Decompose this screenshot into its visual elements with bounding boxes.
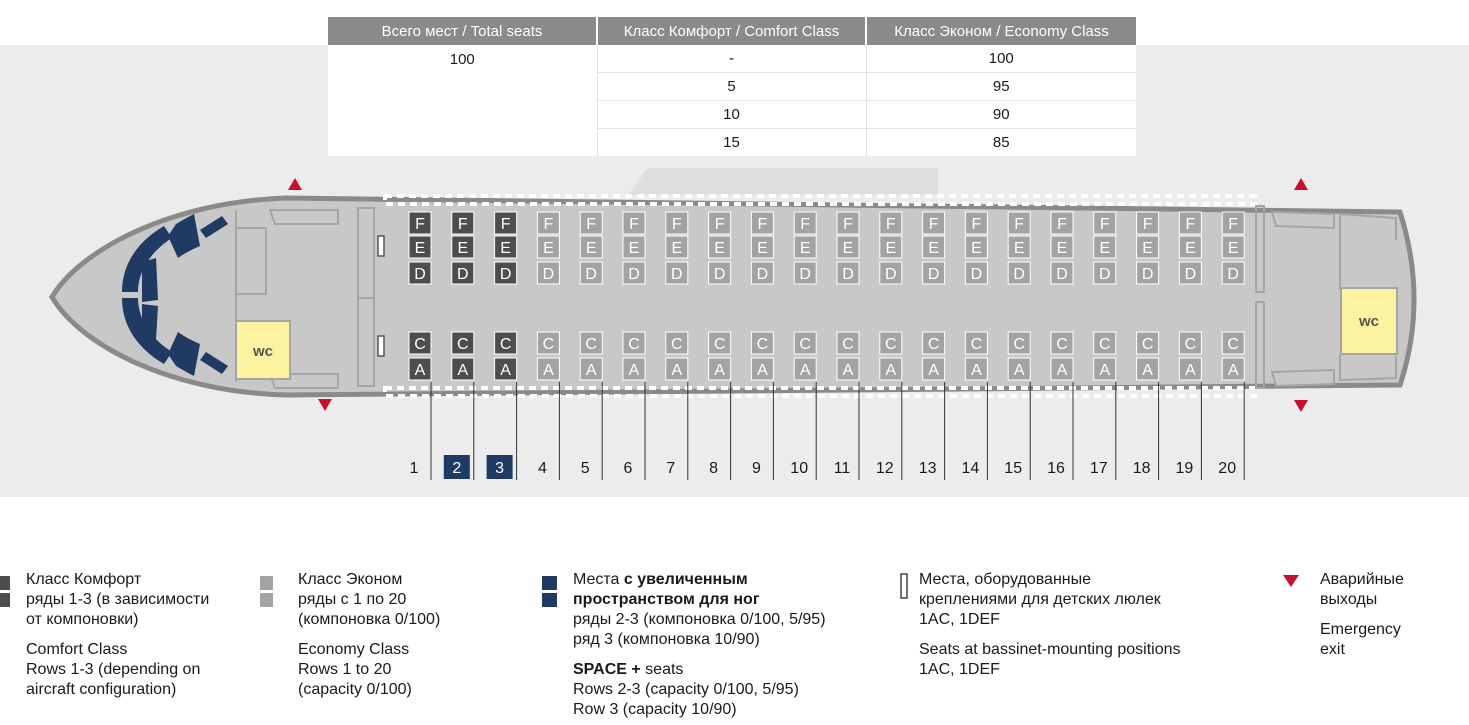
legend-text: Класс Комфорт [26, 571, 142, 588]
economy-value: 85 [866, 129, 1136, 157]
seat-letter: C [499, 336, 512, 353]
seat-letter: C [927, 336, 940, 353]
seat-2E[interactable] [452, 236, 474, 258]
seat-4A[interactable] [537, 358, 559, 380]
seat-15C[interactable] [1008, 332, 1030, 354]
seat-4F[interactable] [537, 212, 559, 234]
seat-9F[interactable] [751, 212, 773, 234]
seat-17C[interactable] [1094, 332, 1116, 354]
row-number-12: 12 [875, 460, 894, 477]
table-shadow [628, 168, 938, 195]
seat-17A[interactable] [1094, 358, 1116, 380]
seat-letter: A [842, 362, 854, 379]
row-number-6: 6 [623, 460, 633, 477]
seat-letter: C [1141, 336, 1154, 353]
seat-letter: C [1099, 336, 1111, 353]
seat-1A[interactable] [409, 358, 431, 380]
seat-letter: D [885, 266, 897, 283]
legend-text: Row 3 (capacity 10/90) [573, 701, 737, 718]
seat-letter: F [757, 216, 768, 233]
legend-text: exit [1320, 641, 1345, 658]
seat-14E[interactable] [965, 236, 987, 258]
legend-text: Места [573, 571, 624, 588]
bassinet-legend-icon [900, 572, 910, 605]
seat-3F[interactable] [495, 212, 517, 234]
legend-text: ряды с 1 по 20 [298, 591, 407, 608]
galley-top [270, 210, 338, 224]
seat-9A[interactable] [751, 358, 773, 380]
seat-letter: E [585, 240, 597, 257]
seat-letter: E [885, 240, 897, 257]
total-seats-value: 100 [328, 45, 597, 156]
seat-13F[interactable] [923, 212, 945, 234]
seat-letter: C [970, 336, 983, 353]
legend-text [573, 660, 826, 680]
seat-letter: E [500, 240, 511, 257]
row-number-18: 18 [1132, 460, 1151, 477]
row-number-19: 19 [1175, 460, 1194, 477]
seat-3C[interactable] [495, 332, 517, 354]
seat-5A[interactable] [580, 358, 602, 380]
seat-letter: A [500, 362, 511, 379]
legend-text: от компоновки) [26, 611, 139, 628]
seat-17F[interactable] [1094, 212, 1116, 234]
space-legend-icon [542, 573, 560, 614]
legend-space-plus [573, 570, 826, 720]
seat-letter: D [457, 266, 469, 283]
seat-20D[interactable] [1222, 262, 1244, 284]
seat-letter: D [542, 266, 555, 283]
seat-letter: C [1184, 336, 1197, 353]
seat-letter: C [842, 336, 854, 353]
exit-icon [318, 399, 332, 411]
legend-text: ряды 2-3 (компоновка 0/100, 5/95) [573, 611, 826, 628]
seat-6F[interactable] [623, 212, 645, 234]
seat-11D[interactable] [837, 262, 859, 284]
seat-12E[interactable] [880, 236, 902, 258]
row-number-7: 7 [666, 460, 676, 477]
economy-legend-icon [260, 573, 274, 614]
seat-letter: E [1099, 240, 1111, 257]
row-number-2: 2 [452, 460, 462, 477]
seat-letter: D [799, 266, 811, 283]
seat-letter: F [629, 216, 639, 233]
legend-exit [1320, 570, 1404, 660]
seat-19D[interactable] [1179, 262, 1201, 284]
seat-6C[interactable] [623, 332, 645, 354]
seat-12D[interactable] [880, 262, 902, 284]
seat-4C[interactable] [537, 332, 559, 354]
seat-letter: D [1184, 266, 1197, 283]
seat-5D[interactable] [580, 262, 602, 284]
seat-14F[interactable] [965, 212, 987, 234]
seat-letter: A [1185, 362, 1196, 379]
seat-14D[interactable] [965, 262, 987, 284]
legend-text: Аварийные [1320, 571, 1404, 588]
row-number-1: 1 [409, 460, 419, 477]
seat-letter: D [671, 266, 683, 283]
seat-5C[interactable] [580, 332, 602, 354]
seat-10A[interactable] [794, 358, 816, 380]
seat-letter: D [628, 266, 640, 283]
legend-text: (компоновка 0/100) [298, 611, 441, 628]
seat-3E[interactable] [495, 236, 517, 258]
seat-4E[interactable] [537, 236, 559, 258]
seat-18C[interactable] [1137, 332, 1159, 354]
seat-letter: E [757, 240, 768, 257]
seat-17E[interactable] [1094, 236, 1116, 258]
legend-text: Emergency [1320, 621, 1401, 638]
legend-comfort [26, 570, 209, 700]
legend-text: Rows 1 to 20 [298, 661, 392, 678]
legend-text [573, 590, 826, 610]
seat-15A[interactable] [1008, 358, 1030, 380]
row-number-4: 4 [537, 460, 547, 477]
seat-5F[interactable] [580, 212, 602, 234]
legend-text: Comfort Class [26, 641, 128, 658]
economy-value: 100 [866, 45, 1136, 73]
seat-letter: F [928, 216, 939, 233]
seat-8C[interactable] [709, 332, 731, 354]
legend-economy [298, 570, 440, 700]
economy-value: 95 [866, 73, 1136, 101]
seat-20A[interactable] [1222, 358, 1244, 380]
cockpit-seat [142, 304, 158, 340]
seat-18F[interactable] [1137, 212, 1159, 234]
legend-text: SPACE + [573, 661, 641, 678]
seat-letter: A [628, 362, 640, 379]
seat-letter: D [1099, 266, 1111, 283]
legend-text: Rows 1-3 (depending on [26, 661, 201, 678]
seat-1E[interactable] [409, 236, 431, 258]
seat-letter: E [1185, 240, 1196, 257]
seat-letter: D [1013, 266, 1025, 283]
seat-20F[interactable] [1222, 212, 1244, 234]
seat-9D[interactable] [751, 262, 773, 284]
seat-letter: F [671, 216, 682, 233]
seat-letter: F [800, 216, 811, 233]
header-economy-class: Класс Эконом / Economy Class [866, 17, 1136, 45]
exit-icon [1294, 400, 1308, 412]
seat-7A[interactable] [666, 358, 688, 380]
seat-12C[interactable] [880, 332, 902, 354]
seat-letter: F [415, 216, 425, 233]
legend-text: выходы [1320, 591, 1378, 608]
seat-6D[interactable] [623, 262, 645, 284]
seat-letter: A [885, 362, 897, 379]
seat-4D[interactable] [537, 262, 559, 284]
seat-2F[interactable] [452, 212, 474, 234]
seat-16C[interactable] [1051, 332, 1073, 354]
seat-letter: E [457, 240, 469, 257]
seat-letter: D [499, 266, 512, 283]
seat-8F[interactable] [709, 212, 731, 234]
seat-letter: E [971, 240, 982, 257]
seat-letter: A [1227, 362, 1239, 379]
comfort-value: 15 [597, 129, 866, 157]
seat-7D[interactable] [666, 262, 688, 284]
seat-letter: C [799, 336, 811, 353]
seat-letter: D [1141, 266, 1154, 283]
legend-text: креплениями для детских люлек [919, 591, 1161, 608]
seat-17D[interactable] [1094, 262, 1116, 284]
seat-19F[interactable] [1179, 212, 1201, 234]
seat-13E[interactable] [923, 236, 945, 258]
seat-letter: F [885, 216, 896, 233]
seat-9C[interactable] [751, 332, 773, 354]
seat-1D[interactable] [409, 262, 431, 284]
seat-letter: A [1013, 362, 1025, 379]
row-number-8: 8 [709, 460, 719, 477]
legend-text: 1AC, 1DEF [919, 661, 1000, 678]
seat-letter: D [756, 266, 769, 283]
seat-letter: F [714, 216, 725, 233]
seat-10D[interactable] [794, 262, 816, 284]
seat-letter: A [714, 362, 725, 379]
seat-letter: F [500, 216, 511, 233]
seat-letter: A [1056, 362, 1068, 379]
seat-letter: D [970, 266, 983, 283]
seat-12A[interactable] [880, 358, 902, 380]
seat-letter: F [543, 216, 554, 233]
seat-5E[interactable] [580, 236, 602, 258]
header-total-seats: Всего мест / Total seats [328, 17, 597, 45]
header-comfort-class: Класс Комфорт / Comfort Class [597, 17, 866, 45]
seat-letter: A [414, 362, 426, 379]
legend-text: пространством для ног [573, 591, 760, 608]
seat-letter: A [1099, 362, 1111, 379]
seat-11A[interactable] [837, 358, 859, 380]
seat-letter: E [799, 240, 811, 257]
economy-value: 90 [866, 101, 1136, 129]
seat-1F[interactable] [409, 212, 431, 234]
seat-7E[interactable] [666, 236, 688, 258]
seat-9E[interactable] [751, 236, 773, 258]
seat-8A[interactable] [709, 358, 731, 380]
wc-rear-label: wc [1358, 313, 1380, 330]
seat-letter: E [928, 240, 939, 257]
comfort-value: 10 [597, 101, 866, 129]
seat-10E[interactable] [794, 236, 816, 258]
seat-letter: E [1056, 240, 1068, 257]
seat-letter: E [714, 240, 725, 257]
seat-15F[interactable] [1008, 212, 1030, 234]
seat-3A[interactable] [495, 358, 517, 380]
seat-2D[interactable] [452, 262, 474, 284]
seat-2A[interactable] [452, 358, 474, 380]
wc-front-label: wc [252, 343, 274, 360]
seat-20E[interactable] [1222, 236, 1244, 258]
seat-15D[interactable] [1008, 262, 1030, 284]
seat-letter: C [756, 336, 769, 353]
seat-letter: F [1014, 216, 1025, 233]
seat-letter: E [842, 240, 854, 257]
row-number-5: 5 [580, 460, 590, 477]
legend-text: Seats at bassinet-mounting positions [919, 641, 1181, 658]
row-number-3: 3 [495, 460, 505, 477]
exit-legend-icon [1282, 573, 1300, 592]
seat-letter: A [799, 362, 811, 379]
seat-6E[interactable] [623, 236, 645, 258]
legend-text: ряды 1-3 (в зависимости [26, 591, 210, 608]
seat-letter: A [757, 362, 768, 379]
seat-letter: F [1099, 216, 1110, 233]
seat-letter: C [542, 336, 555, 353]
seat-1C[interactable] [409, 332, 431, 354]
seat-letter: E [671, 240, 683, 257]
seat-3D[interactable] [495, 262, 517, 284]
exit-icon [1294, 178, 1308, 190]
seat-letter: A [585, 362, 597, 379]
seat-letter: D [414, 266, 426, 283]
legend-text: Economy Class [298, 641, 410, 658]
seat-16F[interactable] [1051, 212, 1073, 234]
row-number-16: 16 [1047, 460, 1065, 477]
seat-letter: C [885, 336, 897, 353]
seat-19E[interactable] [1179, 236, 1201, 258]
seat-letter: F [457, 216, 468, 233]
legend-bassinet [919, 570, 1180, 680]
seat-8E[interactable] [709, 236, 731, 258]
seat-6A[interactable] [623, 358, 645, 380]
bassinet-icon [378, 236, 384, 256]
seat-letter: E [543, 240, 554, 257]
seat-letter: D [1056, 266, 1068, 283]
seat-13D[interactable] [923, 262, 945, 284]
seat-letter: F [1057, 216, 1067, 233]
seat-7C[interactable] [666, 332, 688, 354]
seat-14C[interactable] [965, 332, 987, 354]
seat-20C[interactable] [1222, 332, 1244, 354]
legend-text: (capacity 0/100) [298, 681, 412, 698]
row-number-20: 20 [1218, 460, 1237, 477]
seat-letter: C [457, 336, 469, 353]
seat-letter: F [586, 216, 597, 233]
seat-16A[interactable] [1051, 358, 1073, 380]
row-number-13: 13 [918, 460, 937, 477]
row-number-15: 15 [1004, 460, 1023, 477]
seat-13C[interactable] [923, 332, 945, 354]
seat-18D[interactable] [1137, 262, 1159, 284]
row-number-11: 11 [833, 460, 851, 477]
seat-letter: F [971, 216, 982, 233]
seat-letter: D [842, 266, 854, 283]
bassinet-icon [378, 336, 384, 356]
seat-letter: A [457, 362, 469, 379]
rear-galley-bottom [1272, 370, 1334, 386]
seat-letter: C [1227, 336, 1239, 353]
seat-letter: C [1056, 336, 1068, 353]
seat-letter: F [1142, 216, 1153, 233]
legend-text: Класс Эконом [298, 571, 403, 588]
row-number-17: 17 [1089, 460, 1108, 477]
seat-letter: F [1228, 216, 1239, 233]
seat-letter: E [628, 240, 640, 257]
seat-letter: E [1142, 240, 1153, 257]
seat-letter: A [543, 362, 554, 379]
seat-16D[interactable] [1051, 262, 1073, 284]
seat-letter: F [1185, 216, 1196, 233]
seat-8D[interactable] [709, 262, 731, 284]
legend-text: с увеличенным [623, 571, 748, 588]
comfort-value: 5 [597, 73, 866, 101]
seat-letter: C [1013, 336, 1025, 353]
seat-letter: A [971, 362, 982, 379]
seat-18A[interactable] [1137, 358, 1159, 380]
row-number-14: 14 [961, 460, 980, 477]
legend-text: Rows 2-3 (capacity 0/100, 5/95) [573, 681, 799, 698]
seat-letter: F [843, 216, 853, 233]
rear-galley-top [1272, 212, 1334, 228]
seat-letter: C [585, 336, 597, 353]
seat-11F[interactable] [837, 212, 859, 234]
seat-19A[interactable] [1179, 358, 1201, 380]
comfort-legend-icon [0, 573, 14, 614]
seat-11E[interactable] [837, 236, 859, 258]
cockpit-seat [142, 258, 158, 302]
seat-letter: A [1142, 362, 1153, 379]
exit-icon [288, 178, 302, 190]
seat-10F[interactable] [794, 212, 816, 234]
seat-letter: D [713, 266, 726, 283]
legend-text: ряд 3 (компоновка 10/90) [573, 631, 760, 648]
seat-11C[interactable] [837, 332, 859, 354]
legend-text: seats [640, 661, 684, 678]
legend-text: Места, оборудованные [919, 571, 1092, 588]
legend-text: 1AC, 1DEF [919, 611, 1000, 628]
seat-15E[interactable] [1008, 236, 1030, 258]
seat-letter: A [928, 362, 939, 379]
seat-letter: E [414, 240, 426, 257]
row-number-10: 10 [790, 460, 809, 477]
seat-letter: D [927, 266, 940, 283]
seat-letter: C [671, 336, 683, 353]
seat-14A[interactable] [965, 358, 987, 380]
seat-16E[interactable] [1051, 236, 1073, 258]
legend-text: aircraft configuration) [26, 681, 177, 698]
seat-7F[interactable] [666, 212, 688, 234]
comfort-value: - [597, 45, 866, 73]
seat-letter: C [414, 336, 426, 353]
seat-10C[interactable] [794, 332, 816, 354]
seat-13A[interactable] [923, 358, 945, 380]
seat-letter: E [1013, 240, 1025, 257]
seat-letter: E [1227, 240, 1239, 257]
seat-19C[interactable] [1179, 332, 1201, 354]
row-number-9: 9 [751, 460, 761, 477]
seat-12F[interactable] [880, 212, 902, 234]
seat-letter: C [628, 336, 640, 353]
seat-2C[interactable] [452, 332, 474, 354]
seat-letter: D [1227, 266, 1239, 283]
seat-18E[interactable] [1137, 236, 1159, 258]
legend-text [573, 570, 826, 590]
seat-letter: C [713, 336, 726, 353]
seat-letter: D [585, 266, 597, 283]
seat-letter: A [671, 362, 683, 379]
